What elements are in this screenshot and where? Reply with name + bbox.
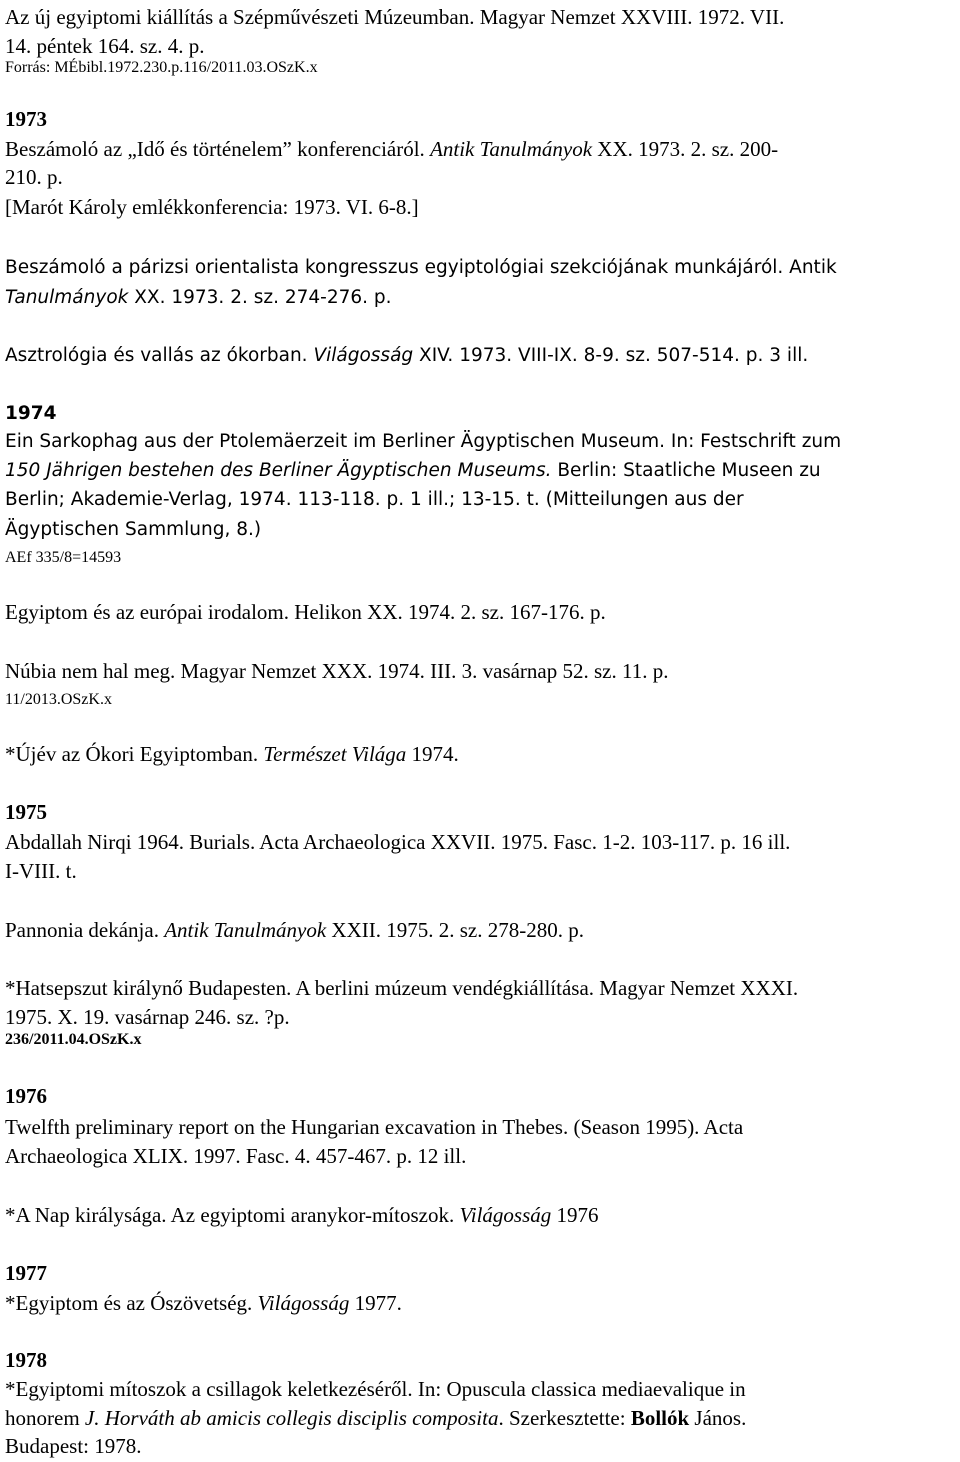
editor-name: Bollók: [630, 1406, 690, 1430]
entry-line: Berlin; Akademie-Verlag, 1974. 113-118. p. 1 ill.; 13-15. t. (Mitteilungen aus der: [5, 489, 744, 510]
entry-line: I-VIII. t.: [5, 859, 77, 883]
entry-text: Berlin: Staatliche Museen zu: [551, 460, 821, 481]
entry-line: [5, 1202, 599, 1228]
entry-text: XX. 1973. 2. sz. 200-: [592, 137, 779, 161]
entry-text: Pannonia dekánja.: [5, 918, 165, 942]
journal-title: Világosság: [459, 1203, 552, 1227]
entry-line: [5, 1290, 402, 1316]
entry-text: Beszámoló az „Idő és történelem” konferenciáról.: [5, 137, 431, 161]
entry-line: Ein Sarkophag aus der Ptolemäerzeit im Berliner Ägyptischen Museum. In: Festschrift zum: [5, 431, 842, 452]
entry-line: *Egyiptomi mítoszok a csillagok keletkezéséről. In: Opuscula classica mediaevalique in: [5, 1377, 746, 1401]
journal-title: Tanulmányok: [5, 287, 129, 308]
entry-text: *Egyiptom és az Ószövetség.: [5, 1291, 258, 1315]
entry-text: 1976: [551, 1203, 599, 1227]
entry-text: 1977.: [349, 1291, 402, 1315]
entry-line: Az új egyiptomi kiállítás a Szépművészeti Múzeumban. Magyar Nemzet XXVIII. 1972. VII.: [5, 5, 785, 29]
entry-text: Asztrológia és vallás az ókorban.: [5, 345, 314, 366]
entry-line: 1975. X. 19. vasárnap 246. sz. ?p.: [5, 1005, 290, 1029]
entry-text: . Szerkesztette:: [498, 1406, 631, 1430]
entry-line: [5, 343, 808, 369]
entry-text: honorem: [5, 1406, 85, 1430]
entry-line: [Marót Károly emlékkonferencia: 1973. VI. 6-8.]: [5, 195, 419, 219]
entry-text: XX. 1973. 2. sz. 274-276. p.: [128, 287, 392, 308]
entry-line: *Hatsepszut királynő Budapesten. A berlini múzeum vendégkiállítása. Magyar Nemzet XXXI.: [5, 976, 799, 1000]
year-heading-1976: 1976: [5, 1084, 47, 1108]
entry-line: Ägyptischen Sammlung, 8.): [5, 519, 262, 540]
book-title: J. Horváth ab amicis collegis disciplis composita: [84, 1406, 499, 1430]
entry-text: 1974.: [406, 742, 459, 766]
entry-line: [5, 136, 778, 162]
source-note: Forrás: MÉbibl.1972.230.p.116/2011.03.OSzK.x: [5, 59, 318, 76]
entry-line: [5, 741, 459, 767]
entry-text: János.: [689, 1406, 747, 1430]
entry-line: Egyiptom és az európai irodalom. Helikon XX. 1974. 2. sz. 167-176. p.: [5, 600, 606, 624]
book-title: 150 Jährigen bestehen des Berliner Ägyptischen Museums.: [5, 460, 552, 481]
journal-title: Antik Tanulmányok: [164, 918, 327, 942]
entry-text: XIV. 1973. VIII-IX. 8-9. sz. 507-514. p. 3 ill.: [413, 345, 809, 366]
year-heading-1974: 1974: [5, 403, 57, 424]
journal-title: Antik Tanulmányok: [430, 137, 593, 161]
year-heading-1973: 1973: [5, 107, 47, 131]
entry-text: *Újév az Ókori Egyiptomban.: [5, 742, 264, 766]
entry-line: [5, 917, 584, 943]
entry-line: Beszámoló a párizsi orientalista kongresszus egyiptológiai szekciójának munkájáról. Antik: [5, 257, 837, 278]
entry-line: Núbia nem hal meg. Magyar Nemzet XXX. 1974. III. 3. vasárnap 52. sz. 11. p.: [5, 659, 669, 683]
journal-title: Természet Világa: [263, 742, 407, 766]
entry-line: [5, 458, 821, 484]
entry-line: [5, 285, 392, 311]
year-heading-1975: 1975: [5, 800, 47, 824]
entry-text: *A Nap királysága. Az egyiptomi aranykor-mítoszok.: [5, 1203, 460, 1227]
source-note: 11/2013.OSzK.x: [5, 691, 112, 708]
entry-line: Archaeologica XLIX. 1997. Fasc. 4. 457-467. p. 12 ill.: [5, 1144, 467, 1168]
entry-text: XXII. 1975. 2. sz. 278-280. p.: [326, 918, 584, 942]
entry-line: [5, 1405, 746, 1431]
entry-line: 210. p.: [5, 165, 63, 189]
entry-line: Budapest: 1978.: [5, 1434, 142, 1458]
entry-line: 14. péntek 164. sz. 4. p.: [5, 34, 205, 58]
year-heading-1977: 1977: [5, 1261, 47, 1285]
journal-title: Világosság: [257, 1291, 350, 1315]
journal-title: Világosság: [313, 345, 414, 366]
entry-line: Abdallah Nirqi 1964. Burials. Acta Archaeologica XXVII. 1975. Fasc. 1-2. 103-117. p. 16 ill.: [5, 830, 791, 854]
year-heading-1978: 1978: [5, 1348, 47, 1372]
entry-line: Twelfth preliminary report on the Hungarian excavation in Thebes. (Season 1995). Acta: [5, 1115, 744, 1139]
source-note: 236/2011.04.OSzK.x: [5, 1031, 142, 1048]
shelfmark-note: AEf 335/8=14593: [5, 549, 122, 566]
